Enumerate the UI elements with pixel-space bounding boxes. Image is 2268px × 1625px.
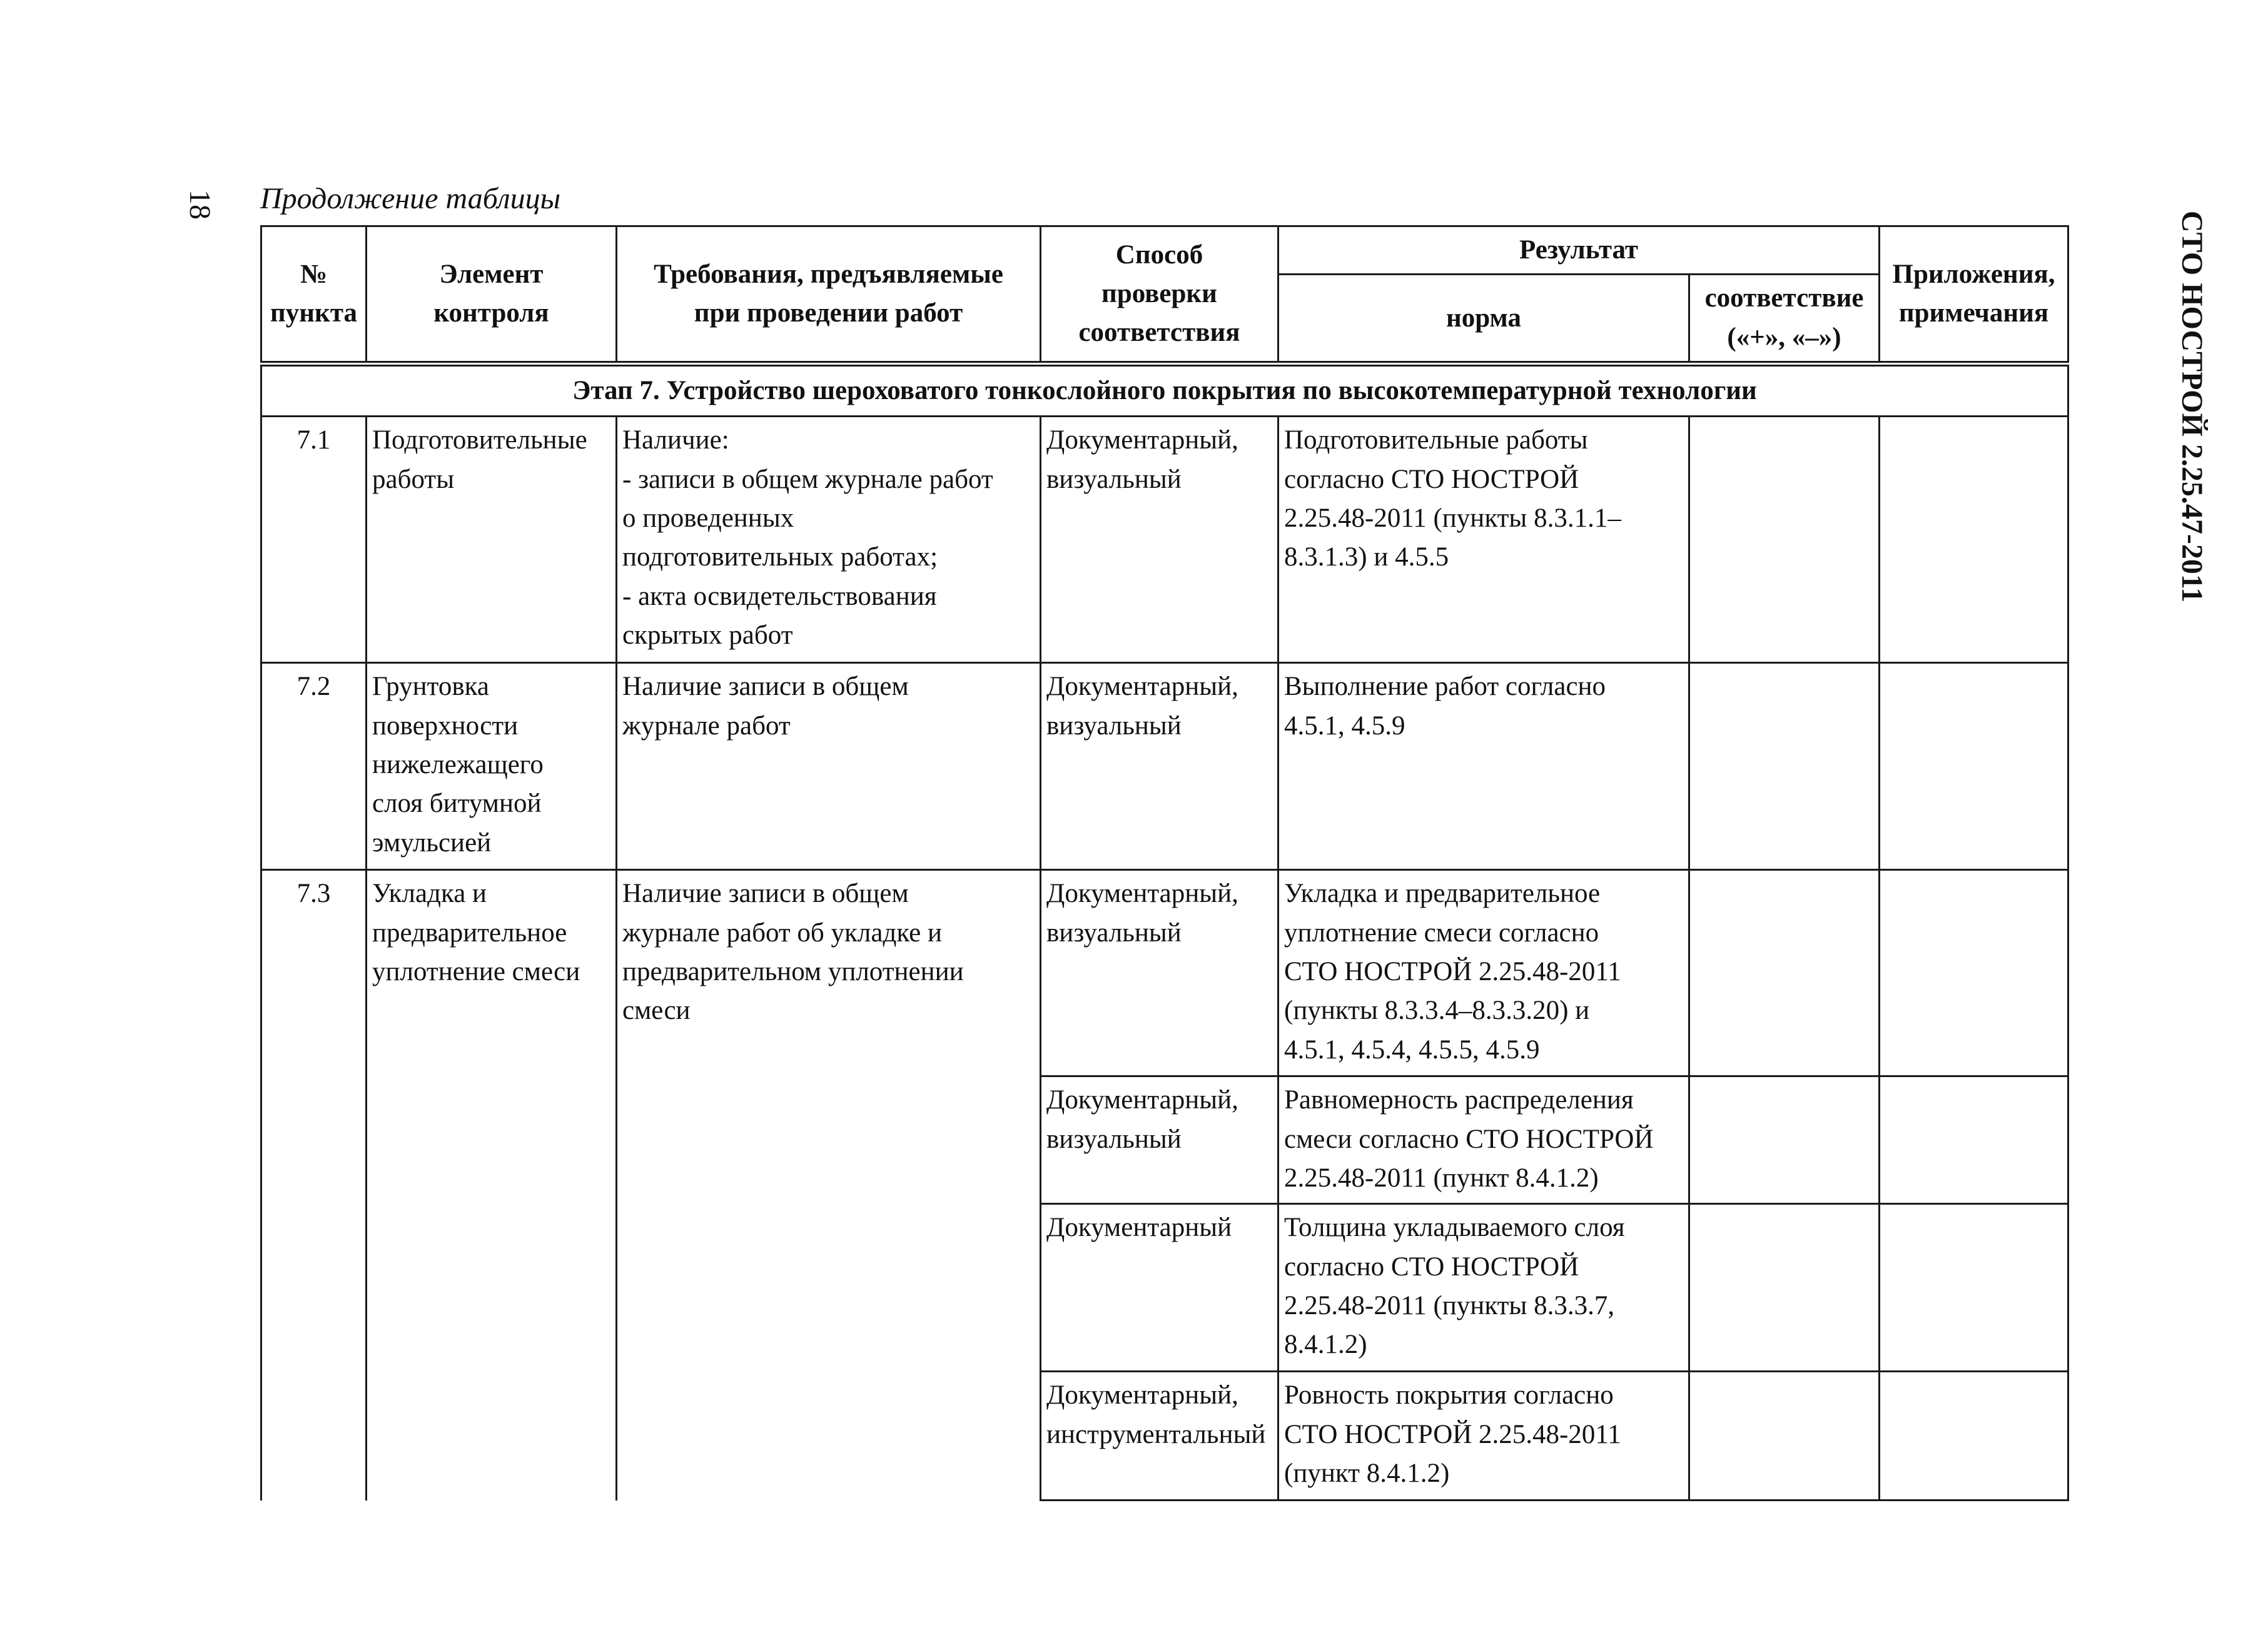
header-notes: Приложения, примечания bbox=[1880, 226, 2068, 364]
header-norm: норма bbox=[1278, 275, 1689, 364]
check-method: Документарный, визуальный bbox=[1041, 870, 1278, 1076]
notes bbox=[1880, 1372, 2068, 1501]
result-conformity bbox=[1689, 1204, 1880, 1372]
notes bbox=[1880, 870, 2068, 1076]
table-row bbox=[261, 663, 2068, 870]
result-norm: Равномерность распределения смеси согласно СТО НОСТРОЙ 2.25.48-2011 (пункт 8.4.1.2) bbox=[1278, 1076, 1689, 1204]
table-row bbox=[261, 417, 2068, 663]
requirements: Наличие записи в общем журнале работ об укладке и предварительном уплотнении смеси bbox=[617, 870, 1041, 1501]
result-conformity bbox=[1689, 663, 1880, 870]
check-method: Документарный, инструментальный bbox=[1041, 1372, 1278, 1501]
result-norm: Подготовительные работы согласно СТО НОСТРОЙ 2.25.48-2011 (пункты 8.3.1.1– 8.3.1.3) и 4.5.5 bbox=[1278, 417, 1689, 663]
header-method: Способ проверки соответствия bbox=[1041, 226, 1278, 364]
header-conformity: соответствие («+», «–») bbox=[1689, 275, 1880, 364]
notes bbox=[1880, 1204, 2068, 1372]
header-element: Элемент контроля bbox=[367, 226, 617, 364]
result-conformity bbox=[1689, 417, 1880, 663]
check-method: Документарный, визуальный bbox=[1041, 663, 1278, 870]
result-conformity bbox=[1689, 1076, 1880, 1204]
header-requirements: Требования, предъявляемые при проведении работ bbox=[617, 226, 1041, 364]
item-number: 7.2 bbox=[261, 663, 367, 870]
notes bbox=[1880, 1076, 2068, 1204]
check-method: Документарный, визуальный bbox=[1041, 1076, 1278, 1204]
result-norm: Толщина укладываемого слоя согласно СТО НОСТРОЙ 2.25.48-2011 (пункты 8.3.3.7, 8.4.1.2) bbox=[1278, 1204, 1689, 1372]
control-table bbox=[260, 225, 2069, 1501]
header-result: Результат bbox=[1278, 226, 1880, 275]
result-norm: Укладка и предварительное уплотнение смеси согласно СТО НОСТРОЙ 2.25.48-2011 (пункты 8.3.3.4–8.3.3.20) и 4.5.1, 4.5.4, 4.5.5, 4.5.9 bbox=[1278, 870, 1689, 1076]
header-number: № пункта bbox=[261, 226, 367, 364]
document-code: СТО НОСТРОЙ 2.25.47-2011 bbox=[2175, 210, 2209, 603]
page-number: 18 bbox=[183, 190, 217, 220]
result-norm: Ровность покрытия согласно СТО НОСТРОЙ 2.25.48-2011 (пункт 8.4.1.2) bbox=[1278, 1372, 1689, 1501]
table-caption: Продолжение таблицы bbox=[260, 182, 561, 215]
result-conformity bbox=[1689, 1372, 1880, 1501]
check-method: Документарный, визуальный bbox=[1041, 417, 1278, 663]
item-number: 7.1 bbox=[261, 417, 367, 663]
notes bbox=[1880, 417, 2068, 663]
requirements: Наличие записи в общем журнале работ bbox=[617, 663, 1041, 870]
result-norm: Выполнение работ согласно 4.5.1, 4.5.9 bbox=[1278, 663, 1689, 870]
check-method: Документарный bbox=[1041, 1204, 1278, 1372]
item-number: 7.3 bbox=[261, 870, 367, 1501]
table-row bbox=[261, 870, 2068, 1076]
control-element: Грунтовка поверхности нижележащего слоя битумной эмульсией bbox=[367, 663, 617, 870]
result-conformity bbox=[1689, 870, 1880, 1076]
control-element: Укладка и предварительное уплотнение смеси bbox=[367, 870, 617, 1501]
stage-heading: Этап 7. Устройство шероховатого тонкослойного покрытия по высокотемпературной технологии bbox=[261, 364, 2068, 417]
notes bbox=[1880, 663, 2068, 870]
control-element: Подготовительные работы bbox=[367, 417, 617, 663]
requirements: Наличие: - записи в общем журнале работ о проведенных подготовительных работах; - акта освидетельствования скрытых работ bbox=[617, 417, 1041, 663]
